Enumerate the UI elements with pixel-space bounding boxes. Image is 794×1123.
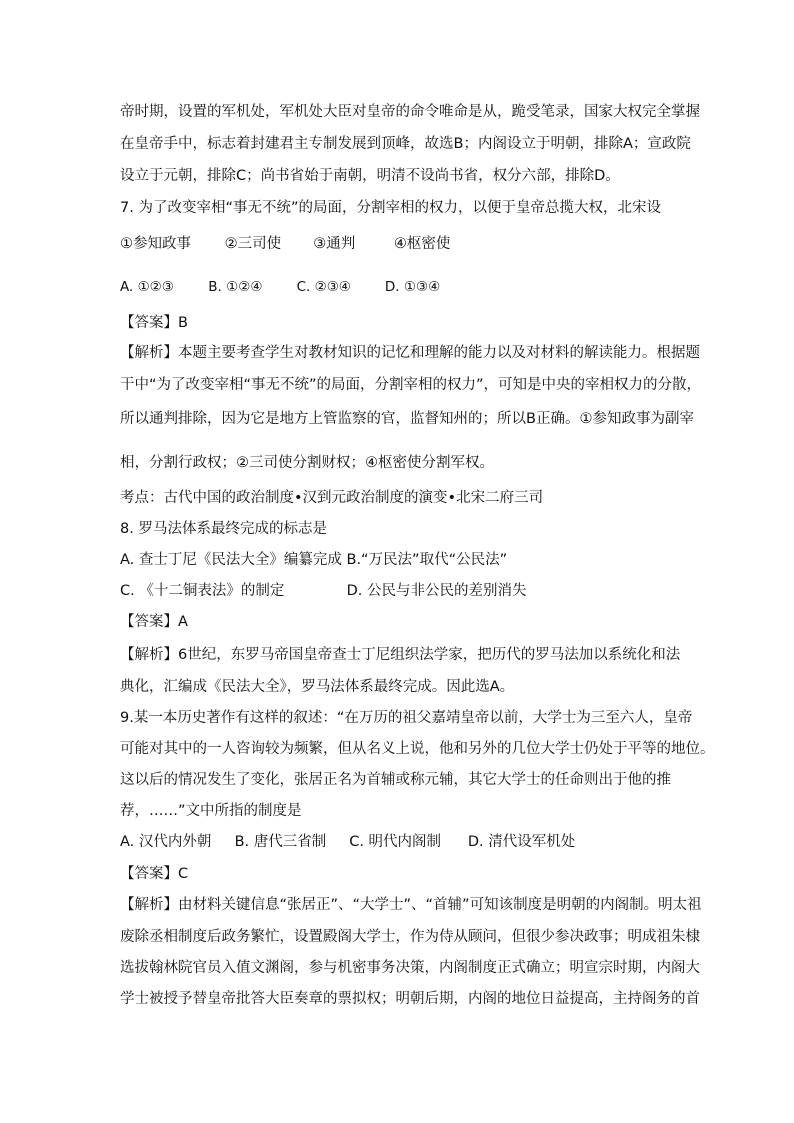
text-line: 废除丞相制度后政务繁忙，设置殿阁大学士，作为侍从顾问，但很少参决政事；明成祖朱棣 xyxy=(120,929,700,945)
option-c: C. 《十二铜表法》的制定 xyxy=(120,583,285,599)
option-d: D. 清代设军机处 xyxy=(467,834,576,850)
q9-options xyxy=(120,832,575,852)
text-line: 在皇帝手中，标志着封建君主专制发展到顶峰，故选B；内阁设立于明朝，排除A；宣政院 xyxy=(120,136,691,152)
analysis-9: 【解析】由材料关键信息“张居正”、“大学士”、“首辅”可知该制度是明朝的内阁制。明太祖 xyxy=(120,897,702,913)
text-line: 相，分割行政权；②三司使分割财权；④枢密使分割军权。 xyxy=(120,455,494,471)
option-c: C. ②③④ xyxy=(296,279,351,295)
text-line: 荐，……”文中所指的制度是 xyxy=(120,803,302,819)
analysis-7: 【解析】本题主要考查学生对教材知识的记忆和理解的能力以及对材料的解读能力。根据题 xyxy=(120,345,700,361)
q7-items xyxy=(120,234,450,254)
text-line: 干中“为了改变宰相“事无不统”的局面，分割宰相的权力”，可知是中央的宰相权力的分散， xyxy=(120,377,702,393)
test-point-7: 考点：古代中国的政治制度•汉到元政治制度的演变•北宋二府三司 xyxy=(120,490,544,506)
analysis-8: 【解析】6世纪，东罗马帝国皇帝查士丁尼组织法学家，把历代的罗马法加以系统化和法 xyxy=(120,647,681,663)
answer-8: 【答案】A xyxy=(120,614,188,630)
q8-options-row2 xyxy=(120,581,527,601)
option-a: A. ①②③ xyxy=(120,279,174,295)
text-line: 典化，汇编成《民法大全》，罗马法体系最终完成。因此选A。 xyxy=(120,679,515,695)
answer-9: 【答案】C xyxy=(120,866,189,882)
q7-options xyxy=(120,277,440,297)
text-line: 这以后的情况发生了变化，张居正名为首辅或称元辅，其它大学士的任命则出于他的推 xyxy=(120,772,671,788)
text-line: 设立于元朝，排除C；尚书省始于南朝，明清不设尚书省，权分六部，排除D。 xyxy=(120,168,620,184)
option-a: A. 汉代内外朝 xyxy=(120,834,212,850)
option-d: D. ①③④ xyxy=(384,279,441,295)
q7-item: ③通判 xyxy=(313,236,356,252)
question-9: 9.某一本历史著作有这样的叙述：“在万历的祖父嘉靖皇帝以前，大学士为三至六人，皇帝 xyxy=(120,710,693,726)
text-line: 帝时期，设置的军机处，军机处大臣对皇帝的命令唯命是从，跪受笔录，国家大权完全掌握 xyxy=(120,104,700,120)
text-line: 选拔翰林院官员入值文渊阁，参与机密事务决策，内阁制度正式确立；明宣宗时期，内阁大 xyxy=(120,960,700,976)
question-7: 7. 为了改变宰相“事无不统”的局面，分割宰相的权力，以便于皇帝总揽大权，北宋设 xyxy=(120,200,661,216)
q7-item: ①参知政事 xyxy=(120,236,191,252)
option-c: C. 明代内阁制 xyxy=(349,834,442,850)
text-line: 学士被授予替皇帝批答大臣奏章的票拟权；明朝后期，内阁的地位日益提高，主持阁务的首 xyxy=(120,991,700,1007)
text-line: 所以通判排除，因为它是地方上管监察的官，监督知州的；所以B正确。①参知政事为副宰 xyxy=(120,411,694,427)
option-b: B. ①②④ xyxy=(208,279,263,295)
option-b: B. 唐代三省制 xyxy=(234,834,327,850)
question-8: 8. 罗马法体系最终完成的标志是 xyxy=(120,521,327,537)
q8-options-row1: A. 查士丁尼《民法大全》编纂完成 B.“万民法”取代“公民法” xyxy=(120,552,508,568)
answer-7: 【答案】B xyxy=(120,315,188,331)
q7-item: ④枢密使 xyxy=(393,236,451,252)
text-line: 可能对其中的一人咨询较为频繁，但从名义上说，他和另外的几位大学士仍处于平等的地位。 xyxy=(120,741,715,757)
q7-item: ②三司使 xyxy=(224,236,282,252)
option-d: D. 公民与非公民的差别消失 xyxy=(346,583,527,599)
